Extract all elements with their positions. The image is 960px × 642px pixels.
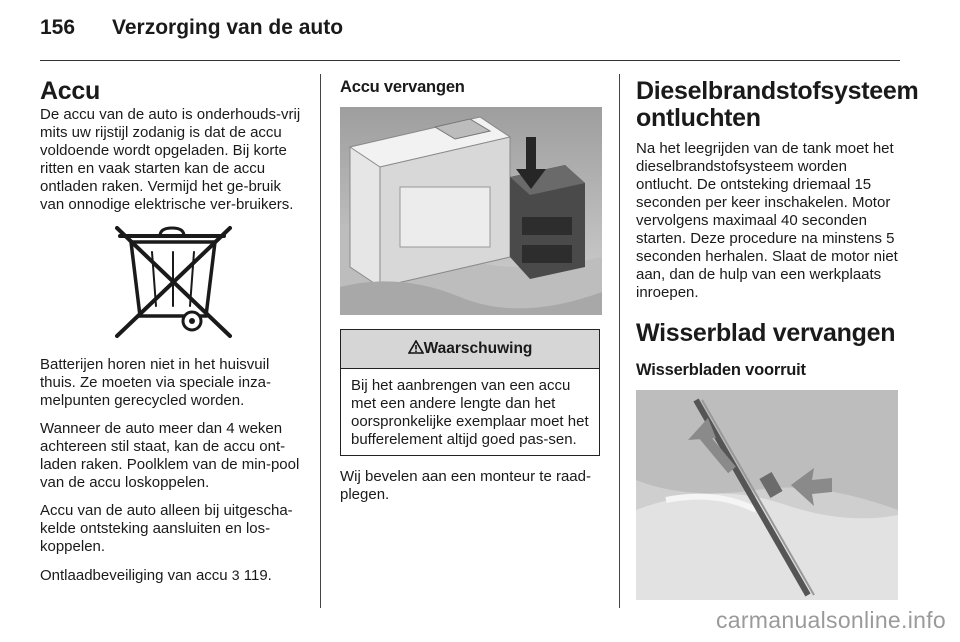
wiper-illustration [636, 390, 898, 600]
column-diesel [636, 77, 919, 600]
page-number: 156 [40, 16, 76, 39]
reference-page: 119. [243, 567, 272, 584]
page-header [40, 16, 900, 64]
paragraph: Wanneer de auto meer dan 4 weken achtereen stil staat, kan de accu ont-laden raken. Poolklem van de min-pool van de accu loskoppelen. [40, 420, 300, 491]
warning-text: Bij het aanbrengen van een accu met een andere lengte dan het oorspronkelijke exemplaar moet het bufferelement altijd goed pas-sen. [351, 377, 589, 448]
crossed-out-bin-icon [40, 224, 306, 340]
column-divider [320, 74, 321, 608]
battery-illustration [340, 107, 602, 315]
paragraph: De accu van de auto is onderhouds-vrij mits uw rijstijl zodanig is dat de accu voldoende wordt opgeladen. Bij korte ritten en vaak starten kan de accu ontladen raken. Vermijd het ge-bruik van onnodige elektrische ver-bruikers. [40, 106, 301, 213]
paragraph: Accu van de auto alleen bij uitgescha-kelde ontsteking aansluiten en los-koppelen. [40, 502, 293, 555]
column-accu [40, 78, 306, 595]
section-heading-accu-vervangen: Accu vervangen [340, 78, 465, 96]
crossed-out-bin-figure [40, 224, 306, 340]
reference-text: Ontlaadbeveiliging van accu [40, 567, 228, 584]
header-rule [40, 60, 900, 61]
section-heading-diesel: Dieselbrandstofsysteem ontluchten [636, 77, 919, 132]
paragraph: Na het leegrijden van de tank moet het dieselbrandstofsysteem worden ontlucht. De ontsteking driemaal 15 seconden per keer inschakelen. Motor vervolgens maximaal 40 seconden starten. Deze procedure na minstens 5 seconden herhalen. Slaat de motor niet aan, dan de hulp van een werkplaats inroepen. [636, 140, 898, 301]
paragraph: Batterijen horen niet in het huisvuil thuis. Ze moeten via speciale inza-melpunten gerecycled worden. [40, 356, 271, 409]
warning-body [341, 369, 599, 455]
warning-icon [408, 340, 424, 358]
section-heading-accu: Accu [40, 77, 100, 105]
cross-reference [40, 566, 306, 585]
section-heading-wisserblad: Wisserblad vervangen [636, 319, 896, 347]
warning-box [340, 329, 600, 456]
warning-header [341, 330, 599, 369]
column-accu-vervangen [340, 78, 602, 514]
wiper-photo [636, 390, 898, 600]
subheading-wisserbladen: Wisserbladen voorruit [636, 361, 806, 379]
watermark: carmanualsonline.info [715, 607, 946, 633]
warning-title: Waarschuwing [423, 340, 533, 357]
page-title: Verzorging van de auto [112, 16, 344, 39]
battery-photo [340, 107, 602, 315]
column-divider [619, 74, 620, 608]
reference-arrow-icon: 3 [231, 567, 240, 583]
paragraph: Wij bevelen aan een monteur te raad-plegen. [340, 468, 591, 503]
